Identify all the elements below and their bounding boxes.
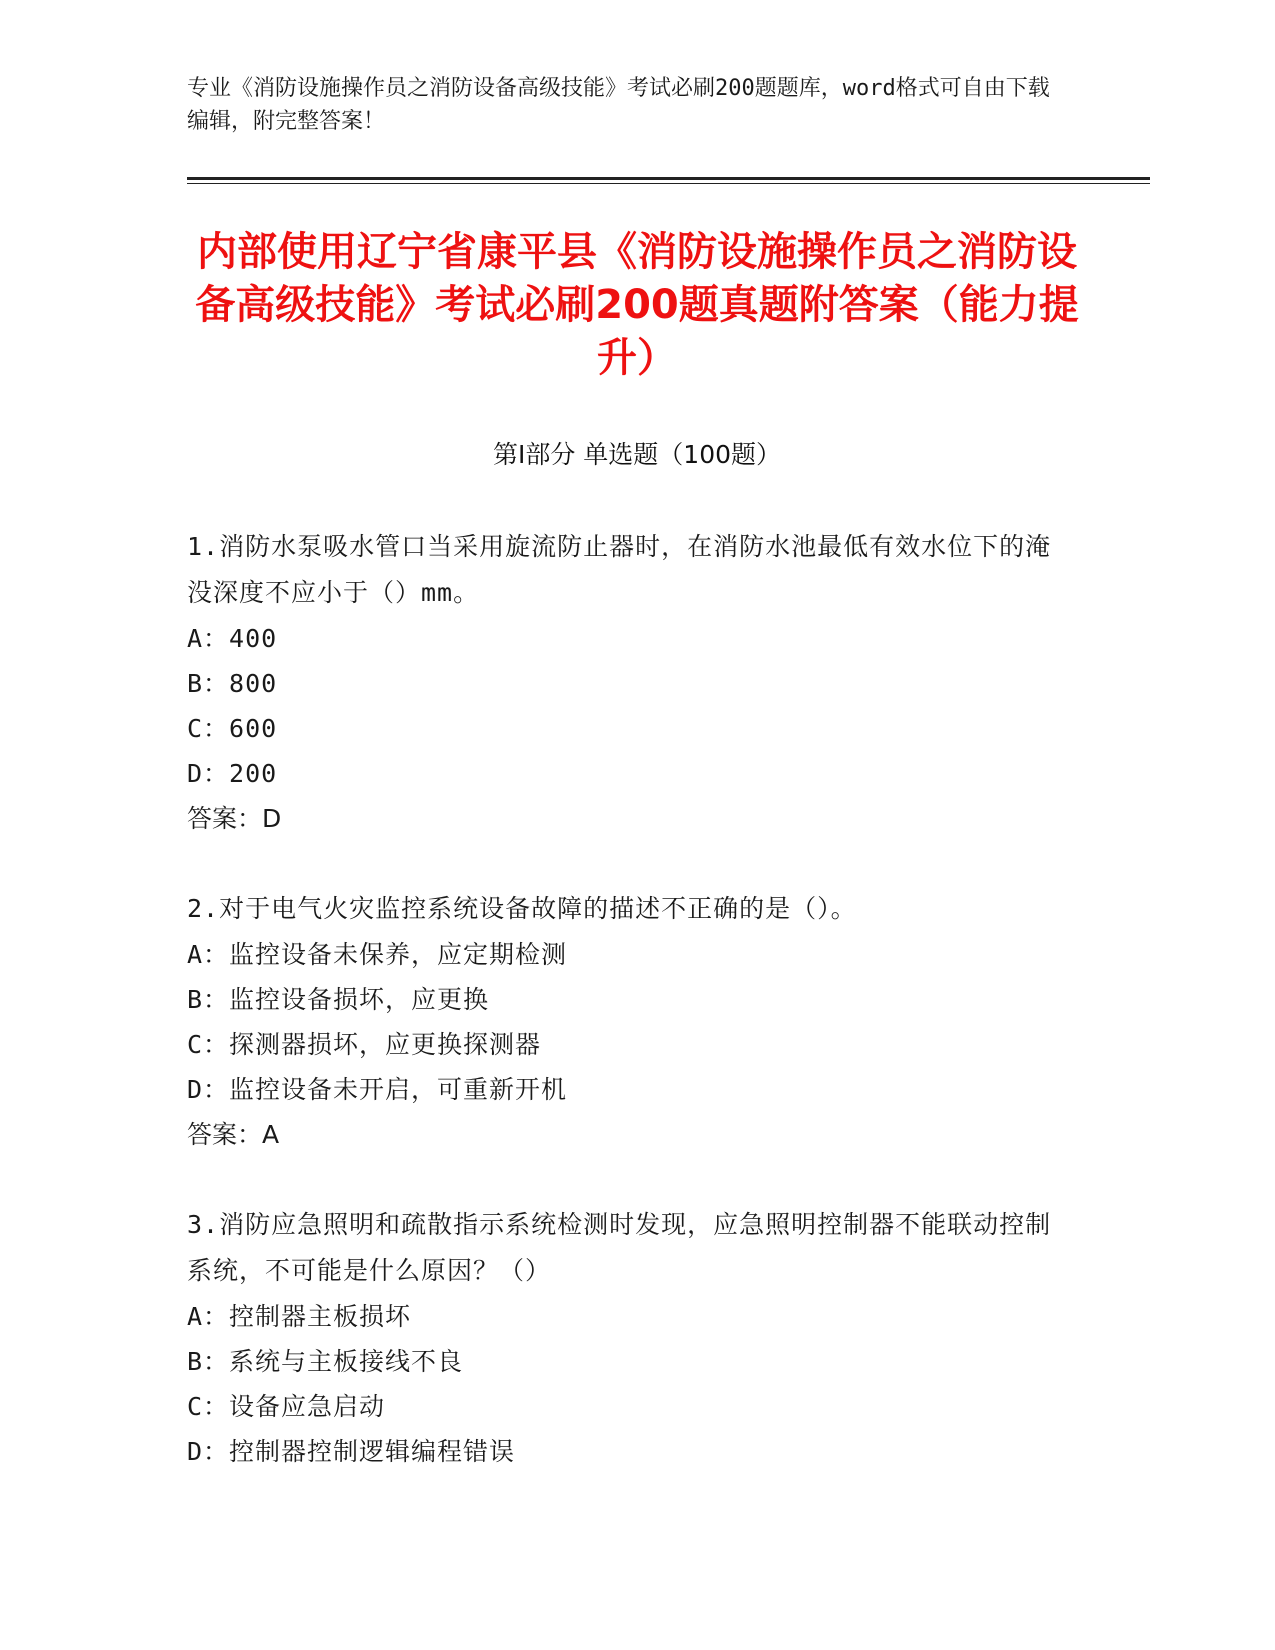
option-b: B：监控设备损坏，应更换 [187, 985, 490, 1014]
header-divider-thin [187, 183, 1150, 184]
question-stem: 2.对于电气火灾监控系统设备故障的描述不正确的是（）。 [187, 894, 857, 923]
option-c: C：设备应急启动 [187, 1392, 386, 1421]
option-d: D：控制器控制逻辑编程错误 [187, 1437, 516, 1466]
header-note: 专业《消防设施操作员之消防设备高级技能》考试必刷200题题库，word格式可自由下载编辑，附完整答案！ [187, 76, 1050, 134]
header-divider-thick [187, 177, 1150, 180]
option-b: B：800 [187, 669, 278, 698]
question-3 [187, 1202, 1067, 1474]
answer-line: 答案：D [187, 804, 282, 833]
option-d: D：200 [187, 759, 278, 788]
question-list [187, 524, 1067, 1518]
section-title: 第Ⅰ部分 单选题（100题） [492, 440, 782, 469]
option-d: D：监控设备未开启，可重新开机 [187, 1075, 568, 1104]
question-stem: 3.消防应急照明和疏散指示系统检测时发现，应急照明控制器不能联动控制系统，不可能是什么原因？（） [187, 1210, 1052, 1285]
option-a: A：400 [187, 624, 278, 653]
option-a: A：监控设备未保养，应定期检测 [187, 940, 568, 969]
question-stem: 1.消防水泵吸水管口当采用旋流防止器时，在消防水池最低有效水位下的淹没深度不应小于（）mm。 [187, 532, 1052, 607]
option-a: A：控制器主板损坏 [187, 1302, 412, 1331]
question-2 [187, 886, 1067, 1158]
question-1 [187, 524, 1067, 842]
option-b: B：系统与主板接线不良 [187, 1347, 464, 1376]
document-title: 内部使用辽宁省康平县《消防设施操作员之消防设备高级技能》考试必刷200题真题附答案（能力提升） [195, 229, 1079, 381]
answer-line: 答案：A [187, 1120, 280, 1149]
option-c: C：600 [187, 714, 278, 743]
option-c: C：探测器损坏，应更换探测器 [187, 1030, 542, 1059]
